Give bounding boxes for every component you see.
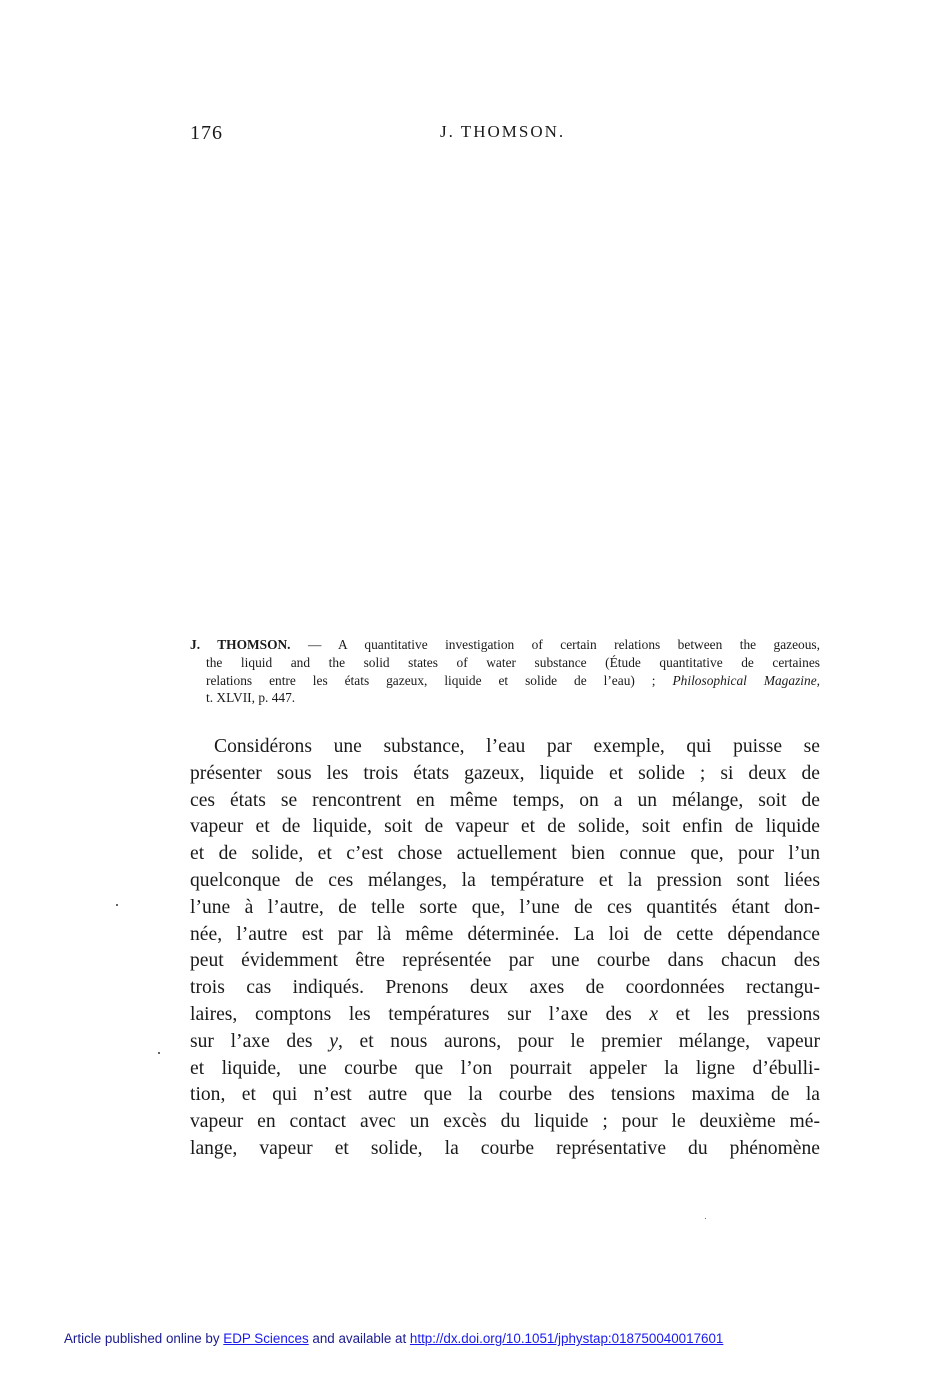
footer-prefix: Article published online by [64, 1331, 224, 1346]
footer-middle: and available at [308, 1331, 410, 1346]
text-line: peut évidemment être représentée par une courbe dans chacun des [190, 950, 820, 972]
reference-volume-page: t. XLVII, p. 447. [206, 690, 296, 706]
text-line: quelconque de ces mélanges, la température et la pression sont liées [190, 869, 820, 891]
text-line: Considérons une substance, l’eau par exemple, qui puisse se [214, 736, 820, 757]
text-line: tion, et qui n’est autre que la courbe des tensions maxima de la [190, 1084, 820, 1106]
text-fragment: , et nous aurons, pour le premier mélange, vapeur [337, 1030, 821, 1052]
bibliographic-reference [190, 636, 820, 707]
scan-speck [158, 1052, 160, 1054]
text-line: l’une à l’autre, de telle sorte que, l’une de ces quantités étant don- [190, 896, 820, 918]
text-line: lange, vapeur et solide, la courbe représentative du phénomène [190, 1137, 820, 1159]
text-line: vapeur et de liquide, soit de vapeur et de solide, soit enfin de liquide [190, 816, 820, 838]
text-line: vapeur en contact avec un excès du liquide ; pour le deuxième mé- [190, 1111, 820, 1133]
running-head: J. THOMSON. [440, 122, 566, 141]
math-variable-y: y [329, 1030, 338, 1052]
publication-footer [64, 1331, 723, 1346]
publisher-link[interactable]: EDP Sciences [223, 1331, 309, 1346]
reference-author: J. THOMSON. [190, 637, 291, 652]
reference-line-3 [190, 672, 820, 690]
text-line: présenter sous les trois états gazeux, liquide et solide ; si deux de [190, 762, 820, 784]
math-variable-x: x [649, 1003, 659, 1025]
reference-line-2: the liquid and the solid states of water substance (Étude quantitative de certaines [206, 654, 820, 670]
text-fragment: laires, comptons les températures sur l’axe des [190, 1003, 650, 1025]
body-paragraph [190, 734, 820, 1163]
reference-journal: Philosophical Magazine, [672, 672, 820, 688]
text-fragment: sur l’axe des [190, 1030, 330, 1052]
page-number: 176 [190, 122, 223, 144]
text-line: et liquide, une courbe que l’on pourrait appeler la ligne d’ébulli- [190, 1057, 820, 1079]
text-line: ces états se rencontrent en même temps, on a un mélange, soit de [190, 789, 820, 811]
text-fragment: et les pressions [658, 1003, 820, 1025]
text-line: née, l’autre est par là même déterminée. La loi de cette dépendance [190, 923, 820, 945]
text-line [190, 1029, 820, 1056]
text-line: et de solide, et c’est chose actuellement bien connue que, pour l’un [190, 843, 820, 865]
text-line [190, 1002, 820, 1029]
reference-title-start: — A quantitative investigation of certain relations between the gazeous, [290, 637, 820, 652]
scan-speck [705, 1218, 706, 1219]
doi-link[interactable]: http://dx.doi.org/10.1051/jphystap:018750040017601 [409, 1331, 724, 1346]
text-line: trois cas indiqués. Prenons deux axes de coordonnées rectangu- [190, 977, 820, 999]
reference-title-end: relations entre les états gazeux, liquide et solide de l’eau) ; [206, 672, 673, 688]
reference-line-1 [190, 636, 820, 654]
scan-speck [116, 904, 118, 906]
